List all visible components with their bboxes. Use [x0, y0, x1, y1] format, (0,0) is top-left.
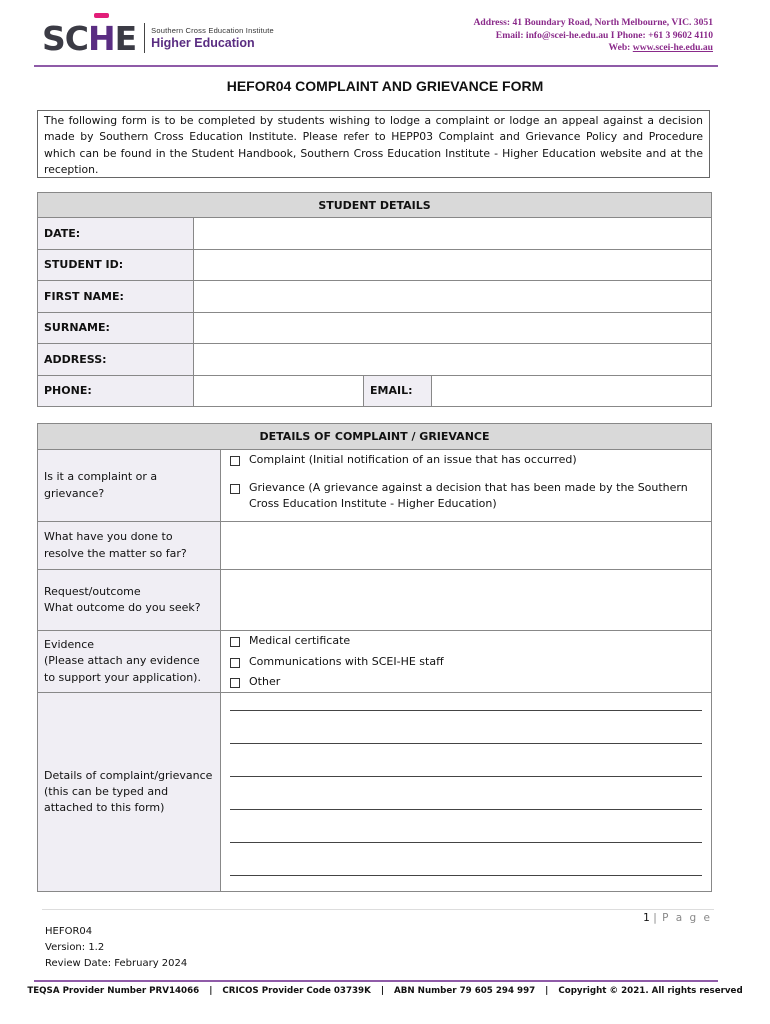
email-field[interactable]	[432, 375, 712, 407]
review-date: Review Date: February 2024	[45, 958, 188, 969]
first-name-label: FIRST NAME:	[38, 281, 194, 313]
logo-mark: SCHE	[42, 18, 137, 58]
document-info	[45, 924, 187, 972]
complaint-details-heading: DETAILS OF COMPLAINT / GRIEVANCE	[38, 424, 712, 450]
phone-field[interactable]	[194, 375, 364, 407]
grievance-checkbox[interactable]	[230, 484, 240, 494]
page-number: 1 | P a g e	[643, 912, 712, 924]
intro-text: The following form is to be completed by students wishing to lodge a complaint or lodge an appeal against a decision made by Southern Cross Education Institute. Please refer to HEPP03 Complaint and Grievance Policy and Procedure which can be found in the Student Handbook, Southern Cross Education Institute - Higher Education website and at the reception.	[37, 110, 710, 178]
details-line[interactable]	[230, 825, 702, 843]
medical-checkbox[interactable]	[230, 637, 240, 647]
details-line[interactable]	[230, 858, 702, 876]
copyright: Copyright © 2021. All rights reserved	[558, 986, 743, 996]
actions-taken-field[interactable]	[221, 522, 712, 570]
address-label: ADDRESS:	[38, 344, 194, 376]
complaint-details-table	[37, 423, 712, 892]
address-field[interactable]	[194, 344, 712, 376]
outcome-label: Request/outcome What outcome do you seek?	[38, 570, 221, 631]
form-title: HEFOR04 COMPLAINT AND GRIEVANCE FORM	[226, 78, 544, 94]
details-line[interactable]	[230, 693, 702, 711]
provider-footer: TEQSA Provider Number PRV14066 | CRICOS Provider Code 03739K | ABN Number 79 605 294 997 | Copyright © 2021. All rights reserved	[27, 986, 743, 996]
surname-field[interactable]	[194, 312, 712, 344]
grievance-option[interactable]: Grievance (A grievance against a decision that has been made by the Southern Cross Education Institute - Higher Education)	[227, 480, 705, 513]
surname-label: SURNAME:	[38, 312, 194, 344]
address-line: Address: 41 Boundary Road, North Melbourne, VIC. 3051	[473, 17, 713, 28]
other-checkbox[interactable]	[230, 678, 240, 688]
web-label: Web:	[608, 42, 631, 53]
evidence-option-other[interactable]: Other	[227, 674, 705, 691]
details-line[interactable]	[230, 726, 702, 744]
details-label: Details of complaint/grievance (this can be typed and attached to this form)	[38, 693, 221, 892]
evidence-option-medical[interactable]: Medical certificate	[227, 633, 705, 650]
logo	[42, 20, 274, 56]
header-rule	[34, 65, 718, 67]
complaint-type-label: Is it a complaint or a grievance?	[38, 450, 221, 522]
phone-label: PHONE:	[38, 375, 194, 407]
cricos-code: CRICOS Provider Code 03739K	[222, 986, 371, 996]
teqsa-number: TEQSA Provider Number PRV14066	[27, 986, 200, 996]
details-field[interactable]	[221, 693, 712, 892]
email-label: EMAIL:	[364, 375, 432, 407]
first-name-field[interactable]	[194, 281, 712, 313]
footer-rule	[34, 980, 718, 982]
communications-checkbox[interactable]	[230, 658, 240, 668]
logo-institute: Southern Cross Education Institute	[151, 26, 274, 35]
doc-code: HEFOR04	[45, 926, 93, 937]
outcome-field[interactable]	[221, 570, 712, 631]
student-details-heading: STUDENT DETAILS	[38, 193, 712, 218]
abn-number: ABN Number 79 605 294 997	[394, 986, 536, 996]
actions-taken-label: What have you done to resolve the matter so far?	[38, 522, 221, 570]
contact-block	[473, 17, 713, 55]
student-id-label: STUDENT ID:	[38, 249, 194, 281]
date-field[interactable]	[194, 218, 712, 250]
evidence-option-communications[interactable]: Communications with SCEI-HE staff	[227, 654, 705, 671]
complaint-option[interactable]: Complaint (Initial notification of an issue that has occurred)	[227, 452, 705, 469]
doc-version: Version: 1.2	[45, 942, 105, 953]
date-label: DATE:	[38, 218, 194, 250]
student-details-table	[37, 192, 712, 407]
student-id-field[interactable]	[194, 249, 712, 281]
contact-line: Email: info@scei-he.edu.au I Phone: +61 3 9602 4110	[495, 29, 713, 41]
logo-division: Higher Education	[151, 36, 255, 50]
web-link[interactable]: www.scei-he.edu.au	[632, 42, 713, 53]
details-line[interactable]	[230, 792, 702, 810]
complaint-checkbox[interactable]	[230, 456, 240, 466]
footer-divider	[42, 909, 714, 910]
evidence-label: Evidence (Please attach any evidence to support your application).	[38, 631, 221, 693]
logo-divider	[144, 23, 145, 53]
details-line[interactable]	[230, 759, 702, 777]
